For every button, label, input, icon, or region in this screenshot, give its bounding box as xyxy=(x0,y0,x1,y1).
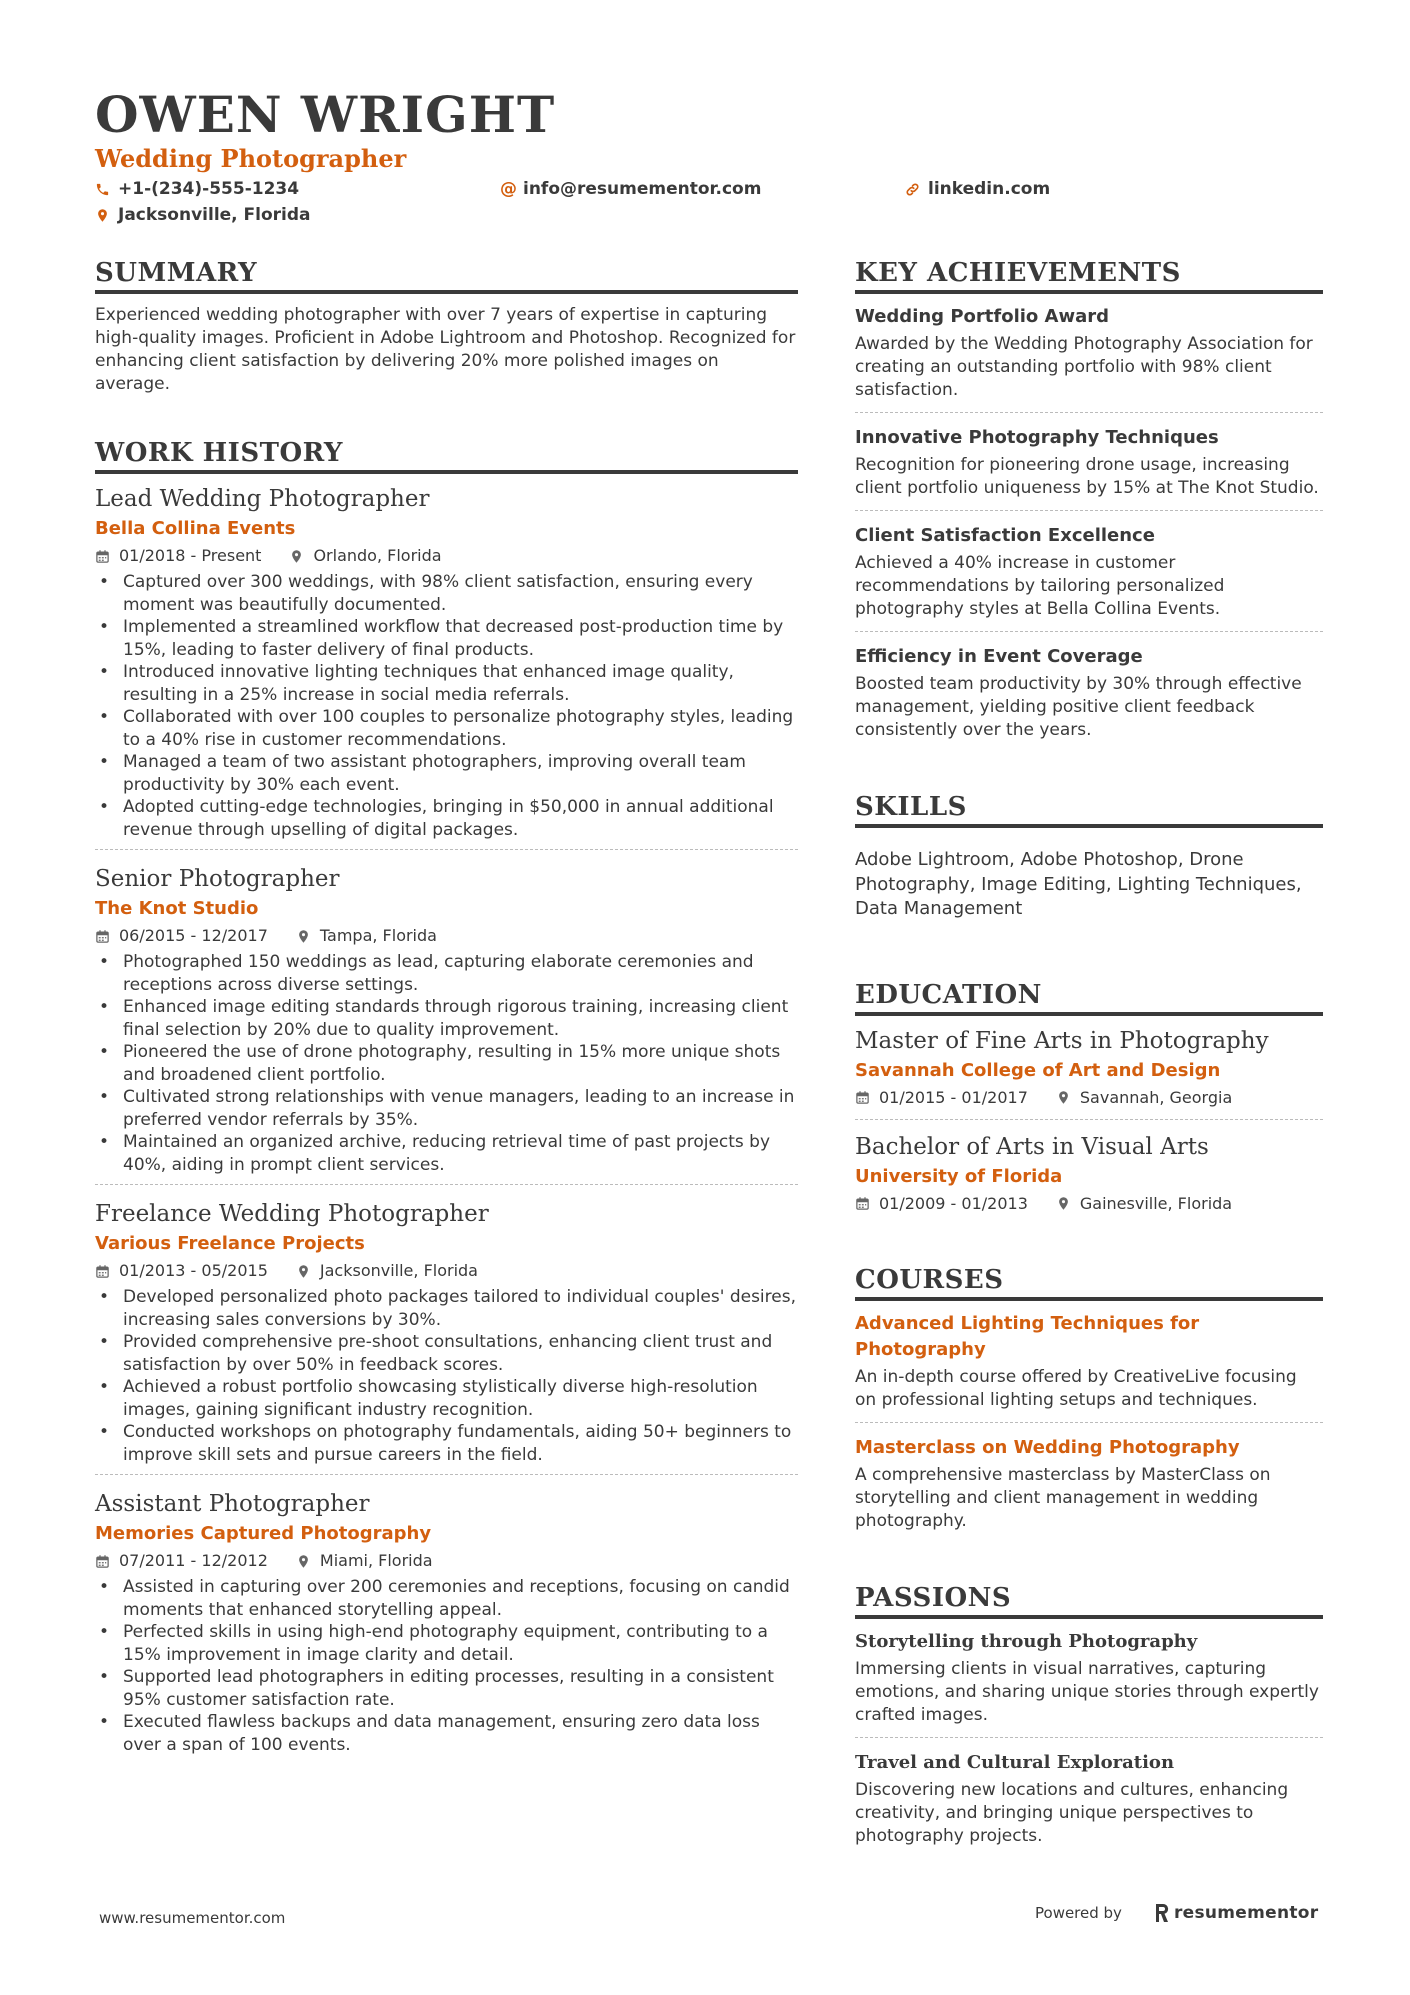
course-title: Masterclass on Wedding Photography xyxy=(855,1436,1240,1458)
achievement-desc: Achieved a 40% increase in customer recommendations by tailoring personalized photography styles at Bella Collina Events. xyxy=(855,553,1225,619)
job-bullet: • Provided comprehensive pre-shoot consultations, enhancing client trust and satisfaction by over 50% in feedback scores. xyxy=(95,1331,798,1376)
job-dates: 07/2011 - 12/2012 xyxy=(119,1551,268,1570)
achievement-item xyxy=(855,523,1323,632)
job-bullet: • Collaborated with over 100 couples to personalize photography styles, leading to a 40% rise in customer recommendations. xyxy=(95,706,798,751)
job-bullet: • Managed a team of two assistant photographers, improving overall team productivity by 30% each event. xyxy=(95,751,798,796)
job-bullet: • Achieved a robust portfolio showcasing stylistically diverse high-resolution images, gaining significant industry recognition. xyxy=(95,1376,798,1421)
brand-name: resumementor xyxy=(1173,1903,1319,1923)
right-column xyxy=(855,256,1323,1892)
location-pin-icon xyxy=(289,549,304,564)
job-bullet: • Photographed 150 weddings as lead, capturing elaborate ceremonies and receptions across diverse settings. xyxy=(95,951,798,996)
job-bullet: • Perfected skills in using high-end photography equipment, contributing to a 15% improvement in image clarity and detail. xyxy=(95,1621,798,1666)
phone-text: +1-(234)-555-1234 xyxy=(118,179,300,199)
passions-heading: PASSIONS xyxy=(855,1581,1323,1619)
passion-title: Travel and Cultural Exploration xyxy=(855,1751,1175,1773)
passion-item xyxy=(855,1629,1323,1738)
achievement-title: Wedding Portfolio Award xyxy=(855,306,1110,327)
job-title: Lead Wedding Photographer xyxy=(95,486,430,512)
contact-phone[interactable] xyxy=(95,176,299,202)
work-history-heading: WORK HISTORY xyxy=(95,436,798,474)
course-title: Advanced Lighting Techniques for Photography xyxy=(855,1312,1200,1360)
phone-icon xyxy=(95,182,110,197)
contact-linkedin[interactable] xyxy=(905,176,1050,202)
calendar-icon xyxy=(855,1196,870,1211)
passions-section xyxy=(855,1581,1323,1858)
achievement-title: Innovative Photography Techniques xyxy=(855,427,1219,448)
education-school: Savannah College of Art and Design xyxy=(855,1059,1221,1081)
footer-branding xyxy=(1035,1903,1318,1923)
education-section xyxy=(855,978,1323,1225)
education-meta xyxy=(855,1086,1323,1110)
course-desc: A comprehensive masterclass by MasterClass on storytelling and client management in wedding photography. xyxy=(855,1464,1271,1531)
job-meta xyxy=(95,544,798,568)
calendar-icon xyxy=(95,929,110,944)
education-dates: 01/2015 - 01/2017 xyxy=(879,1087,1028,1107)
job-bullet: • Supported lead photographers in editing processes, resulting in a consistent 95% customer satisfaction rate. xyxy=(95,1666,798,1711)
achievement-item xyxy=(855,425,1323,511)
job-location-text: Miami, Florida xyxy=(319,1551,433,1570)
summary-heading: SUMMARY xyxy=(95,256,798,294)
skills-section xyxy=(855,790,1323,922)
passion-title: Storytelling through Photography xyxy=(855,1630,1198,1652)
job-dates: 01/2013 - 05/2015 xyxy=(119,1261,268,1280)
job-bullets xyxy=(95,1576,798,1756)
contact-info xyxy=(95,176,1325,232)
achievement-title: Client Satisfaction Excellence xyxy=(855,525,1155,546)
education-school: University of Florida xyxy=(855,1165,1063,1187)
calendar-icon xyxy=(95,549,110,564)
education-dates: 01/2009 - 01/2013 xyxy=(879,1193,1028,1213)
job-bullet: • Pioneered the use of drone photography, resulting in 15% more unique shots and broadened client portfolio. xyxy=(95,1041,798,1086)
resume-header xyxy=(95,86,1325,232)
courses-heading: COURSES xyxy=(855,1263,1323,1301)
summary-text: Experienced wedding photographer with over 7 years of expertise in capturing high-quality images. Proficient in Adobe Lightroom and Photoshop. Recognized for enhancing client satisfaction by delivering 20% more polished images on average. xyxy=(95,305,796,394)
job-meta xyxy=(95,924,798,948)
resumementor-logo-icon xyxy=(1154,1903,1170,1923)
job-title: Senior Photographer xyxy=(95,866,340,892)
education-degree: Bachelor of Arts in Visual Arts xyxy=(855,1133,1209,1160)
education-location-text: Savannah, Georgia xyxy=(1079,1087,1233,1107)
job-bullet: • Developed personalized photo packages tailored to individual couples' desires, increasing sales conversions by 30%. xyxy=(95,1286,798,1331)
contact-email[interactable] xyxy=(500,176,761,202)
job-location-text: Jacksonville, Florida xyxy=(319,1261,478,1280)
skills-text: Adobe Lightroom, Adobe Photoshop, Drone Photography, Image Editing, Lighting Techniques, Data Management xyxy=(855,849,1302,919)
job-bullet: • Executed flawless backups and data management, ensuring zero data loss over a span of 100 events. xyxy=(95,1711,798,1756)
achievements-heading: KEY ACHIEVEMENTS xyxy=(855,256,1323,294)
job-title: Freelance Wedding Photographer xyxy=(95,1201,489,1227)
achievement-item xyxy=(855,304,1323,413)
job-meta xyxy=(95,1259,798,1283)
achievement-item xyxy=(855,644,1323,752)
link-icon xyxy=(905,182,920,197)
passion-item xyxy=(855,1750,1323,1858)
job-location-text: Tampa, Florida xyxy=(319,926,437,945)
calendar-icon xyxy=(95,1554,110,1569)
job-bullet: • Enhanced image editing standards through rigorous training, increasing client final selection by 20% due to quality improvement. xyxy=(95,996,798,1041)
education-meta xyxy=(855,1192,1323,1216)
passion-desc: Discovering new locations and cultures, enhancing creativity, and bringing unique perspectives to photography projects. xyxy=(855,1779,1289,1846)
location-pin-icon xyxy=(95,208,110,223)
achievement-title: Efficiency in Event Coverage xyxy=(855,646,1143,667)
job-location xyxy=(296,924,437,948)
footer-website[interactable]: www.resumementor.com xyxy=(99,1909,286,1927)
location-pin-icon xyxy=(296,1264,311,1279)
job-bullets xyxy=(95,571,798,841)
job-bullet: • Cultivated strong relationships with venue managers, leading to an increase in preferred vendor referrals by 35%. xyxy=(95,1086,798,1131)
education-heading: EDUCATION xyxy=(855,978,1323,1016)
course-desc: An in-depth course offered by CreativeLive focusing on professional lighting setups and techniques. xyxy=(855,1366,1297,1410)
candidate-title: Wedding Photographer xyxy=(95,144,407,173)
education-location xyxy=(1056,1192,1232,1216)
job-location-text: Orlando, Florida xyxy=(313,546,442,565)
education-location xyxy=(1056,1086,1232,1110)
job-bullets xyxy=(95,951,798,1176)
education-item xyxy=(855,1026,1323,1120)
education-item xyxy=(855,1132,1323,1225)
achievement-desc: Awarded by the Wedding Photography Association for creating an outstanding portfolio with 98% client satisfaction. xyxy=(855,334,1313,400)
job-entry xyxy=(95,864,798,1185)
education-degree: Master of Fine Arts in Photography xyxy=(855,1027,1269,1054)
skills-heading: SKILLS xyxy=(855,790,1323,828)
job-location xyxy=(289,544,441,568)
job-entry xyxy=(95,1199,798,1475)
calendar-icon xyxy=(855,1090,870,1105)
job-title: Assistant Photographer xyxy=(95,1491,370,1517)
job-company: Bella Collina Events xyxy=(95,518,296,539)
job-bullet: • Implemented a streamlined workflow that decreased post-production time by 15%, leading to faster delivery of final products. xyxy=(95,616,798,661)
job-location xyxy=(296,1549,433,1573)
course-item xyxy=(855,1435,1323,1543)
job-entry xyxy=(95,1489,798,1764)
job-dates: 06/2015 - 12/2017 xyxy=(119,926,268,945)
summary-section xyxy=(95,256,798,396)
course-item xyxy=(855,1311,1323,1423)
linkedin-text: linkedin.com xyxy=(928,179,1051,199)
left-column xyxy=(95,256,798,1798)
job-dates: 01/2018 - Present xyxy=(119,546,262,565)
achievements-section xyxy=(855,256,1323,752)
candidate-name: OWEN WRIGHT xyxy=(95,85,556,144)
email-text: info@resumementor.com xyxy=(523,179,762,199)
contact-location xyxy=(95,202,311,228)
job-company: The Knot Studio xyxy=(95,898,259,919)
job-bullet: • Maintained an organized archive, reducing retrieval time of past projects by 40%, aiding in prompt client services. xyxy=(95,1131,798,1176)
location-pin-icon xyxy=(1056,1196,1071,1211)
location-pin-icon xyxy=(1056,1090,1071,1105)
job-bullet: • Introduced innovative lighting techniques that enhanced image quality, resulting in a 25% increase in social media referrals. xyxy=(95,661,798,706)
passion-desc: Immersing clients in visual narratives, capturing emotions, and sharing unique stories through expertly crafted images. xyxy=(855,1658,1319,1725)
job-company: Memories Captured Photography xyxy=(95,1523,432,1544)
job-meta xyxy=(95,1549,798,1573)
job-bullet: • Adopted cutting-edge technologies, bringing in $50,000 in annual additional revenue through upselling of digital packages. xyxy=(95,796,798,841)
location-pin-icon xyxy=(296,929,311,944)
location-pin-icon xyxy=(296,1554,311,1569)
job-bullet: • Captured over 300 weddings, with 98% client satisfaction, ensuring every moment was beautifully documented. xyxy=(95,571,798,616)
courses-section xyxy=(855,1263,1323,1543)
achievement-desc: Recognition for pioneering drone usage, increasing client portfolio uniqueness by 15% at The Knot Studio. xyxy=(855,455,1319,498)
job-bullets xyxy=(95,1286,798,1466)
job-bullet: • Assisted in capturing over 200 ceremonies and receptions, focusing on candid moments that enhanced storytelling appeal. xyxy=(95,1576,798,1621)
work-history-section xyxy=(95,436,798,1764)
job-company: Various Freelance Projects xyxy=(95,1233,365,1254)
education-location-text: Gainesville, Florida xyxy=(1079,1193,1233,1213)
job-location xyxy=(296,1259,478,1283)
at-icon: @ xyxy=(500,179,517,199)
location-text: Jacksonville, Florida xyxy=(118,205,311,225)
powered-by-text: Powered by xyxy=(1035,1904,1122,1922)
job-entry xyxy=(95,484,798,850)
calendar-icon xyxy=(95,1264,110,1279)
job-bullet: • Conducted workshops on photography fundamentals, aiding 50+ beginners to improve skill sets and pursue careers in the field. xyxy=(95,1421,798,1466)
achievement-desc: Boosted team productivity by 30% through effective management, yielding positive client feedback consistently over the years. xyxy=(855,674,1302,740)
